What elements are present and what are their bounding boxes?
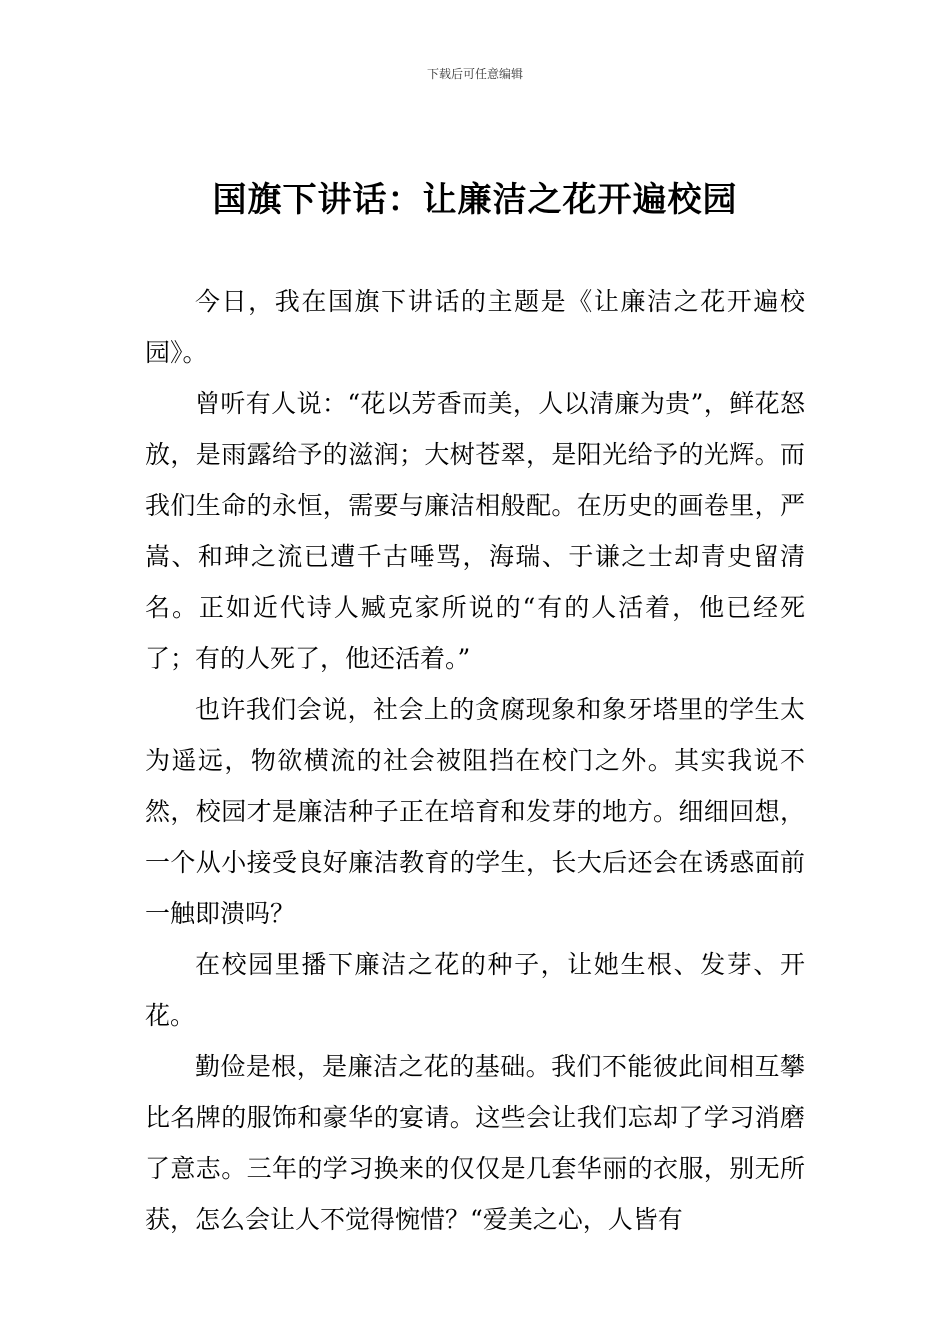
paragraph-1: 今日，我在国旗下讲话的主题是《让廉洁之花开遍校园》。 bbox=[145, 287, 805, 367]
paragraph-4: 在校园里播下廉洁之花的种子，让她生根、发芽、开花。 bbox=[145, 950, 805, 1030]
document-body bbox=[145, 276, 805, 1245]
paragraph-3: 也许我们会说，社会上的贪腐现象和象牙塔里的学生太为遥远，物欲横流的社会被阻挡在校门之外。其实我说不然，校园才是廉洁种子正在培育和发芽的地方。细细回想，一个从小接受良好廉洁教育的学生，长大后还会在诱惑面前一触即溃吗？ bbox=[145, 695, 805, 928]
page-header-note: 下载后可任意编辑 bbox=[426, 67, 523, 81]
paragraph-2: 曾听有人说：“花以芳香而美，人以清廉为贵”，鲜花怒放，是雨露给予的滋润；大树苍翠，是阳光给予的光辉。而我们生命的永恒，需要与廉洁相般配。在历史的画卷里，严嵩、和珅之流已遭千古唾骂，海瑞、于谦之士却青史留清名。正如近代诗人臧克家所说的“有的人活着，他已经死了；有的人死了，他还活着。” bbox=[145, 389, 805, 673]
paragraph-5: 勤俭是根，是廉洁之花的基础。我们不能彼此间相互攀比名牌的服饰和豪华的宴请。这些会让我们忘却了学习消磨了意志。三年的学习换来的仅仅是几套华丽的衣服，别无所获，怎么会让人不觉得惋惜？“爱美之心，人皆有 bbox=[145, 1052, 805, 1234]
document-title: 国旗下讲话：让廉洁之花开遍校园 bbox=[212, 180, 738, 220]
